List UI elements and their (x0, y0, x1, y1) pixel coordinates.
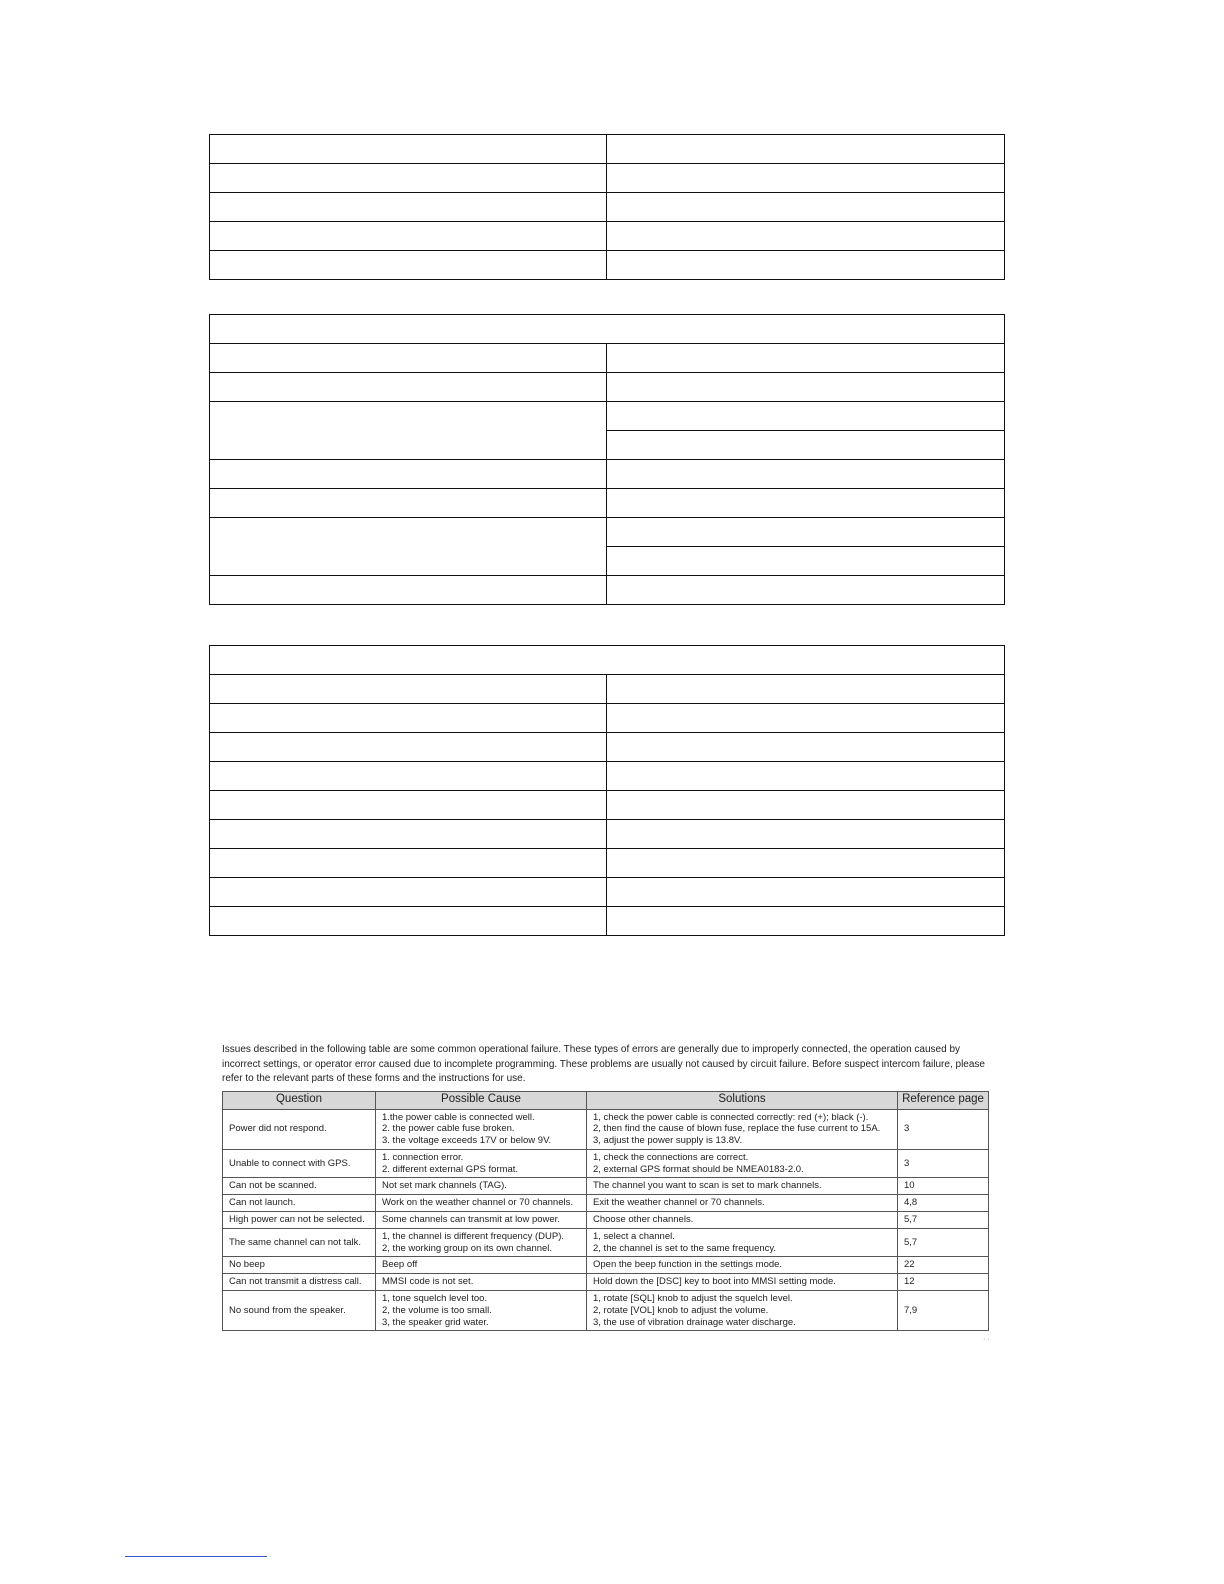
table-row (223, 1228, 989, 1257)
table-row (210, 733, 1005, 762)
table-cell (607, 878, 1005, 907)
cell-line: 2. the power cable fuse broken. (382, 1123, 515, 1135)
table-row (223, 1257, 989, 1274)
table-cell (607, 704, 1005, 733)
cell-line: Hold down the [DSC] key to boot into MMSI setting mode. (593, 1276, 836, 1288)
table-cell (210, 373, 607, 402)
troubleshooting-table-body (223, 1109, 989, 1331)
table-cell (607, 193, 1005, 222)
possible-cause-cell (376, 1109, 587, 1149)
table-row (210, 762, 1005, 791)
solution-cell (587, 1149, 898, 1178)
table-cell (210, 733, 607, 762)
table-header-cell (210, 315, 1005, 344)
cell-line: 2, external GPS format should be NMEA0183-2.0. (593, 1163, 804, 1175)
table-row (223, 1149, 989, 1178)
table-cell (607, 135, 1005, 164)
table-cell (210, 878, 607, 907)
table-cell (607, 164, 1005, 193)
cell-line: 1. connection error. (382, 1151, 464, 1163)
possible-cause-cell (376, 1212, 587, 1229)
solution-cell (587, 1109, 898, 1149)
table-row (210, 402, 1005, 431)
table-row (210, 164, 1005, 193)
table-cell (607, 547, 1005, 576)
spec-table-3-body (210, 646, 1005, 936)
table-cell (607, 344, 1005, 373)
table-cell (210, 820, 607, 849)
cell-line: The channel you want to scan is set to mark channels. (593, 1180, 822, 1192)
question-cell: Can not launch. (223, 1195, 376, 1212)
question-cell: Power did not respond. (223, 1109, 376, 1149)
table-row (210, 820, 1005, 849)
table-cell (607, 431, 1005, 460)
possible-cause-cell (376, 1257, 587, 1274)
footer-link-underline (125, 1556, 267, 1557)
possible-cause-cell (376, 1178, 587, 1195)
table-row (223, 1178, 989, 1195)
table-row (210, 251, 1005, 280)
cell-line: Not set mark channels (TAG). (382, 1180, 507, 1192)
question-cell: High power can not be selected. (223, 1212, 376, 1229)
reference-page-cell: 4,8 (898, 1195, 989, 1212)
cell-line: 2. different external GPS format. (382, 1163, 519, 1175)
table-cell (210, 791, 607, 820)
table-row (223, 1212, 989, 1229)
cell-line: 1, the channel is different frequency (DUP). (382, 1230, 565, 1242)
cell-line: 1, check the power cable is connected correctly: red (+); black (-). (593, 1111, 869, 1123)
possible-cause-cell (376, 1195, 587, 1212)
table-cell (210, 489, 607, 518)
cell-line: Open the beep function in the settings mode. (593, 1259, 783, 1271)
table-row (210, 373, 1005, 402)
table-cell (607, 402, 1005, 431)
reference-page-cell: 5,7 (898, 1228, 989, 1257)
question-cell: Can not transmit a distress call. (223, 1274, 376, 1291)
table-header-row (223, 1091, 989, 1109)
table-cell (607, 791, 1005, 820)
cell-line: 2, then find the cause of blown fuse, replace the fuse current to 15A. (593, 1123, 881, 1135)
cell-line: 2, the volume is too small. (382, 1304, 492, 1316)
question-cell: No sound from the speaker. (223, 1291, 376, 1331)
column-header-solutions: Solutions (587, 1091, 898, 1109)
possible-cause-cell (376, 1149, 587, 1178)
table-row (210, 193, 1005, 222)
solution-cell (587, 1212, 898, 1229)
table-row (210, 791, 1005, 820)
table-row (223, 1274, 989, 1291)
solution-cell (587, 1228, 898, 1257)
table-cell (210, 164, 607, 193)
possible-cause-cell (376, 1291, 587, 1331)
reference-page-cell: 5,7 (898, 1212, 989, 1229)
column-header-reference-page: Reference page (898, 1091, 989, 1109)
table-row (210, 460, 1005, 489)
table-cell (210, 518, 607, 576)
reference-page-cell: 3 (898, 1109, 989, 1149)
table-row (210, 344, 1005, 373)
table-row (223, 1109, 989, 1149)
table-cell (210, 576, 607, 605)
cell-line: Beep off (382, 1259, 418, 1271)
table-row (210, 576, 1005, 605)
spec-table-3 (209, 645, 1005, 936)
troubleshooting-section (222, 1043, 988, 1331)
cell-line: 1.the power cable is connected well. (382, 1111, 535, 1123)
table-cell (210, 460, 607, 489)
spec-table-2-body (210, 315, 1005, 605)
reference-page-cell: 10 (898, 1178, 989, 1195)
question-cell: Can not be scanned. (223, 1178, 376, 1195)
solution-cell (587, 1257, 898, 1274)
question-cell: Unable to connect with GPS. (223, 1149, 376, 1178)
table-cell (210, 135, 607, 164)
column-header-question: Question (223, 1091, 376, 1109)
table-cell (210, 193, 607, 222)
table-cell (210, 762, 607, 791)
cell-line: 1, select a channel. (593, 1230, 675, 1242)
table-row (223, 1291, 989, 1331)
table-cell (607, 675, 1005, 704)
table-cell (210, 849, 607, 878)
table-row (210, 907, 1005, 936)
troubleshooting-intro: Issues described in the following table are some common operational failure. These types of errors are generally due to improperly connected, the operation caused by incorrect settings, or operator error caused due to incomplete programming. These problems are usually not caused by circuit failure. Before suspect intercom failure, please refer to the relevant parts of these forms and the instructions for use. (222, 1044, 985, 1084)
question-cell: The same channel can not talk. (223, 1228, 376, 1257)
solution-cell (587, 1195, 898, 1212)
table-cell (607, 733, 1005, 762)
table-cell (607, 518, 1005, 547)
cell-line: Choose other channels. (593, 1214, 694, 1226)
table-row (210, 704, 1005, 733)
reference-page-cell: 3 (898, 1149, 989, 1178)
troubleshooting-table-head (223, 1091, 989, 1109)
table-cell (210, 222, 607, 251)
solution-cell (587, 1178, 898, 1195)
table-header-cell (210, 646, 1005, 675)
reference-page-cell: 22 (898, 1257, 989, 1274)
table-cell (607, 762, 1005, 791)
question-cell: No beep (223, 1257, 376, 1274)
table-row (210, 849, 1005, 878)
table-row (223, 1195, 989, 1212)
cell-line: 1, rotate [SQL] knob to adjust the squelch level. (593, 1293, 793, 1305)
page-mark: · · (983, 1336, 990, 1343)
table-cell (607, 576, 1005, 605)
table-cell (607, 820, 1005, 849)
table-cell (210, 344, 607, 373)
cell-line: Some channels can transmit at low power. (382, 1214, 560, 1226)
cell-line: 2, rotate [VOL] knob to adjust the volume. (593, 1304, 769, 1316)
spec-table-2 (209, 314, 1005, 605)
spec-table-1-body (210, 135, 1005, 280)
solution-cell (587, 1291, 898, 1331)
table-cell (607, 907, 1005, 936)
reference-page-cell: 12 (898, 1274, 989, 1291)
table-cell (607, 489, 1005, 518)
cell-line: 1, tone squelch level too. (382, 1293, 488, 1305)
column-header-possible-cause: Possible Cause (376, 1091, 587, 1109)
table-cell (607, 460, 1005, 489)
table-header-row (210, 315, 1005, 344)
table-row (210, 518, 1005, 547)
troubleshooting-table (222, 1091, 989, 1332)
table-cell (607, 222, 1005, 251)
table-cell (607, 849, 1005, 878)
table-row (210, 222, 1005, 251)
table-row (210, 675, 1005, 704)
reference-page-cell: 7,9 (898, 1291, 989, 1331)
table-cell (210, 907, 607, 936)
solution-cell (587, 1274, 898, 1291)
possible-cause-cell (376, 1228, 587, 1257)
cell-line: 3, the use of vibration drainage water discharge. (593, 1316, 796, 1328)
table-row (210, 489, 1005, 518)
possible-cause-cell (376, 1274, 587, 1291)
table-header-row (210, 646, 1005, 675)
table-cell (607, 373, 1005, 402)
table-cell (210, 251, 607, 280)
cell-line: 2, the working group on its own channel. (382, 1242, 553, 1254)
cell-line: 3. the voltage exceeds 17V or below 9V. (382, 1135, 552, 1147)
table-row (210, 135, 1005, 164)
cell-line: Exit the weather channel or 70 channels. (593, 1197, 765, 1209)
cell-line: 1, check the connections are correct. (593, 1151, 749, 1163)
cell-line: 2, the channel is set to the same frequency. (593, 1242, 777, 1254)
table-cell (210, 704, 607, 733)
cell-line: Work on the weather channel or 70 channels. (382, 1197, 573, 1209)
table-cell (607, 251, 1005, 280)
table-row (210, 878, 1005, 907)
cell-line: MMSI code is not set. (382, 1276, 474, 1288)
cell-line: 3, the speaker grid water. (382, 1316, 489, 1328)
spec-table-1 (209, 134, 1005, 280)
table-cell (210, 675, 607, 704)
table-cell (210, 402, 607, 460)
cell-line: 3, adjust the power supply is 13.8V. (593, 1135, 743, 1147)
